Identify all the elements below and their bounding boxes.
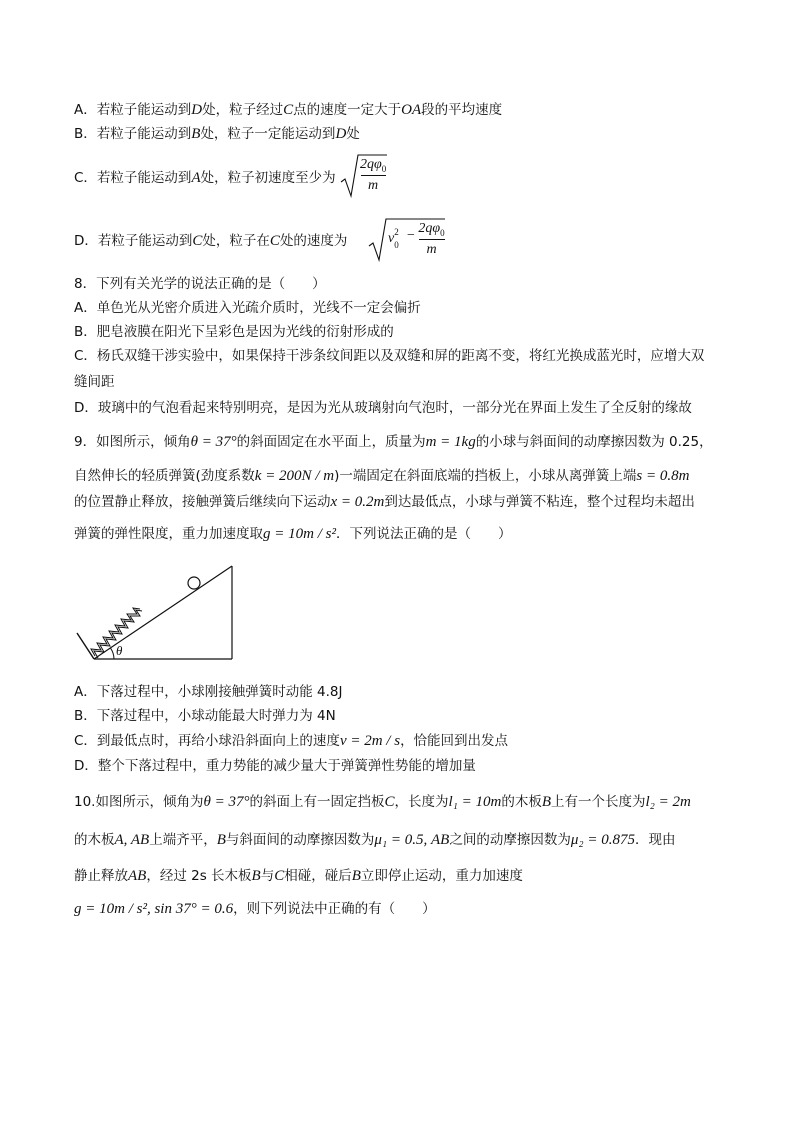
q8-option-d: D．玻璃中的气泡看起来特别明亮，是因为光从玻璃射向气泡时，一部分光在界面上发生了全反射的缘故 — [74, 400, 692, 416]
q9-option-d: D．整个下落过程中，重力势能的减少量大于弹簧弹性势能的增加量 — [74, 758, 476, 774]
q9-option-c: C．到最低点时，再给小球沿斜面向上的速度v = 2m / s，恰能回到出发点 — [74, 733, 509, 749]
q9-incline-figure — [74, 560, 244, 674]
fraction-numerator: $2q\varphi_0$ — [418, 221, 445, 238]
q7-option-d: D．若粒子能运动到C处，粒子在C处的速度为 — [74, 233, 348, 249]
q8-option-a: A．单色光从光密介质进入光疏介质时，光线不一定会偏折 — [74, 300, 421, 316]
q8-option-b: B．肥皂液膜在阳光下呈彩色是因为光线的衍射形成的 — [74, 324, 394, 340]
q7-option-c: C．若粒子能运动到A处，粒子初速度至少为 — [74, 170, 336, 186]
q7-option-d-sqrt-formula — [368, 216, 446, 264]
q7-option-a: A．若粒子能运动到D处，粒子经过C点的速度一定大于OA段的平均速度 — [74, 102, 503, 118]
fraction-numerator: $2q\varphi_0$ — [360, 157, 387, 174]
fraction-denominator: m — [426, 242, 437, 257]
q10-stem-line3: 静止释放AB，经过 2s 长木板B与C相碰，碰后B立即停止运动，重力加速度 — [74, 868, 523, 884]
q10-stem-line1: 10.如图所示，倾角为θ = 37°的斜面上有一固定挡板C，长度为l₁ = 10m的木板B上有一个长度为l₂ = 2m — [74, 794, 691, 810]
angle-arc — [111, 648, 114, 659]
q10-stem-line4: g = 10m / s², sin 37° = 0.6，则下列说法中正确的有（ ） — [74, 901, 436, 917]
q8-option-c-line1: C．杨氏双缝干涉实验中，如果保持干涉条纹间距以及双缝和屏的距离不变，将红光换成蓝光时，应增大双 — [74, 348, 705, 364]
fraction-bar — [419, 239, 445, 240]
incline-diagram — [74, 560, 244, 670]
q9-stem-line2: 自然伸长的轻质弹簧(劲度系数k = 200N / m)一端固定在斜面底端的挡板上，小球从离弹簧上端s = 0.8m — [74, 468, 690, 484]
q8-stem: 8．下列有关光学的说法正确的是（ ） — [74, 276, 326, 292]
q10-stem-line2: 的木板A, AB上端齐平，B与斜面间的动摩擦因数为μ₁ = 0.5, AB之间的动摩擦因数为μ₂ = 0.875．现由 — [74, 832, 676, 848]
q8-option-c-line2: 缝间距 — [74, 374, 115, 390]
q9-stem-line3: 的位置静止释放，接触弹簧后继续向下运动x = 0.2m到达最低点，小球与弹簧不粘连，整个过程均未超出 — [74, 494, 695, 510]
v0-squared: v 2 0 — [388, 227, 399, 250]
q7-option-c-sqrt-formula — [340, 152, 388, 200]
fraction-denominator: m — [367, 178, 379, 193]
minus-sign: − — [407, 228, 415, 243]
q7-option-b: B．若粒子能运动到B处，粒子一定能运动到D处 — [74, 126, 360, 142]
stop-board — [77, 633, 94, 659]
q9-stem-line4: 弹簧的弹性限度，重力加速度取g = 10m / s²．下列说法正确的是（ ） — [74, 526, 512, 542]
theta-label: θ — [116, 643, 123, 658]
q9-option-b: B．下落过程中，小球动能最大时弹力为 4N — [74, 708, 336, 724]
q9-stem-line1: 9．如图所示，倾角θ = 37°的斜面固定在水平面上，质量为m = 1kg的小球与斜面间的动摩擦因数为 0.25， — [74, 434, 713, 450]
fraction-bar — [361, 175, 386, 176]
q9-option-a: A．下落过程中，小球刚接触弹簧时动能 4.8J — [74, 684, 343, 700]
incline-surface — [94, 566, 232, 659]
ball — [188, 577, 200, 589]
